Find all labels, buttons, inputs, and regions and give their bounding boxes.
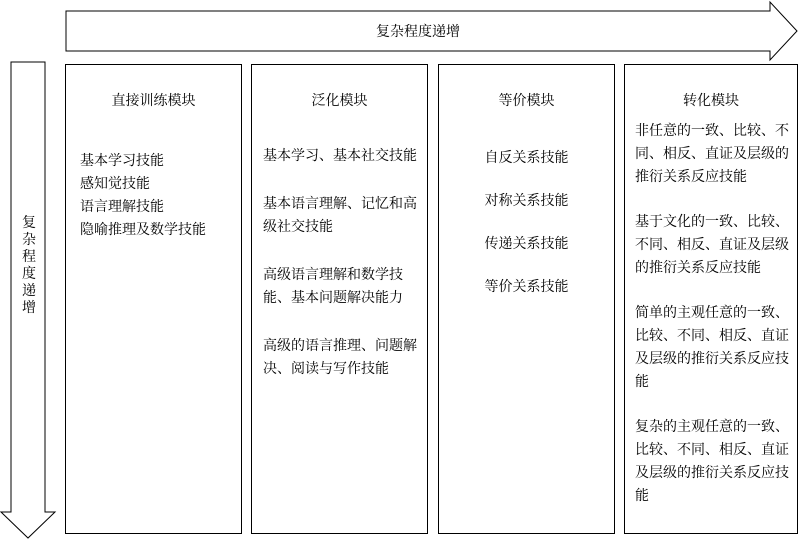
column-title: 等价模块 — [498, 93, 555, 109]
column-title: 直接训练模块 — [111, 93, 196, 109]
module-column-generalization — [251, 64, 428, 534]
skill-item: 语言理解技能 — [80, 199, 164, 215]
skill-item: 基于文化的一致、比较、不同、相反、直证及层级的推衍关系反应技能 — [635, 214, 789, 276]
column-title: 转化模块 — [683, 93, 739, 109]
skill-item: 高级语言理解和数学技能、基本问题解决能力 — [263, 267, 403, 306]
column-body — [80, 150, 240, 242]
skill-item: 非任意的一致、比较、不同、相反、直证及层级的推衍关系反应技能 — [635, 123, 789, 185]
column-body — [263, 145, 425, 406]
skill-item: 简单的主观任意的一致、比较、不同、相反、直证及层级的推衍关系反应技能 — [635, 305, 789, 390]
skill-item: 基本学习技能 — [80, 153, 164, 169]
module-column-direct-training — [65, 64, 242, 534]
skill-item: 基本语言理解、记忆和高级社交技能 — [263, 196, 417, 235]
skill-item: 等价关系技能 — [484, 279, 569, 295]
skill-item: 对称关系技能 — [484, 193, 569, 209]
skill-item: 传递关系技能 — [484, 236, 569, 252]
skill-item: 高级的语言推理、问题解决、阅读与写作技能 — [263, 338, 417, 377]
skill-item: 基本学习、基本社交技能 — [263, 148, 417, 164]
column-body — [439, 147, 614, 319]
horizontal-arrow-label: 复杂程度递增 — [376, 24, 460, 40]
skill-item: 感知觉技能 — [80, 176, 150, 192]
vertical-arrow-label: 复杂程度递增 — [22, 215, 36, 316]
skill-item: 隐喻推理及数学技能 — [80, 222, 206, 238]
column-title: 泛化模块 — [311, 93, 368, 109]
skill-item: 自反关系技能 — [484, 150, 569, 166]
column-body — [635, 120, 795, 530]
module-column-transformation — [624, 64, 798, 534]
module-column-equivalence — [438, 64, 615, 534]
skill-item: 复杂的主观任意的一致、比较、不同、相反、直证及层级的推衍关系反应技能 — [635, 419, 789, 504]
